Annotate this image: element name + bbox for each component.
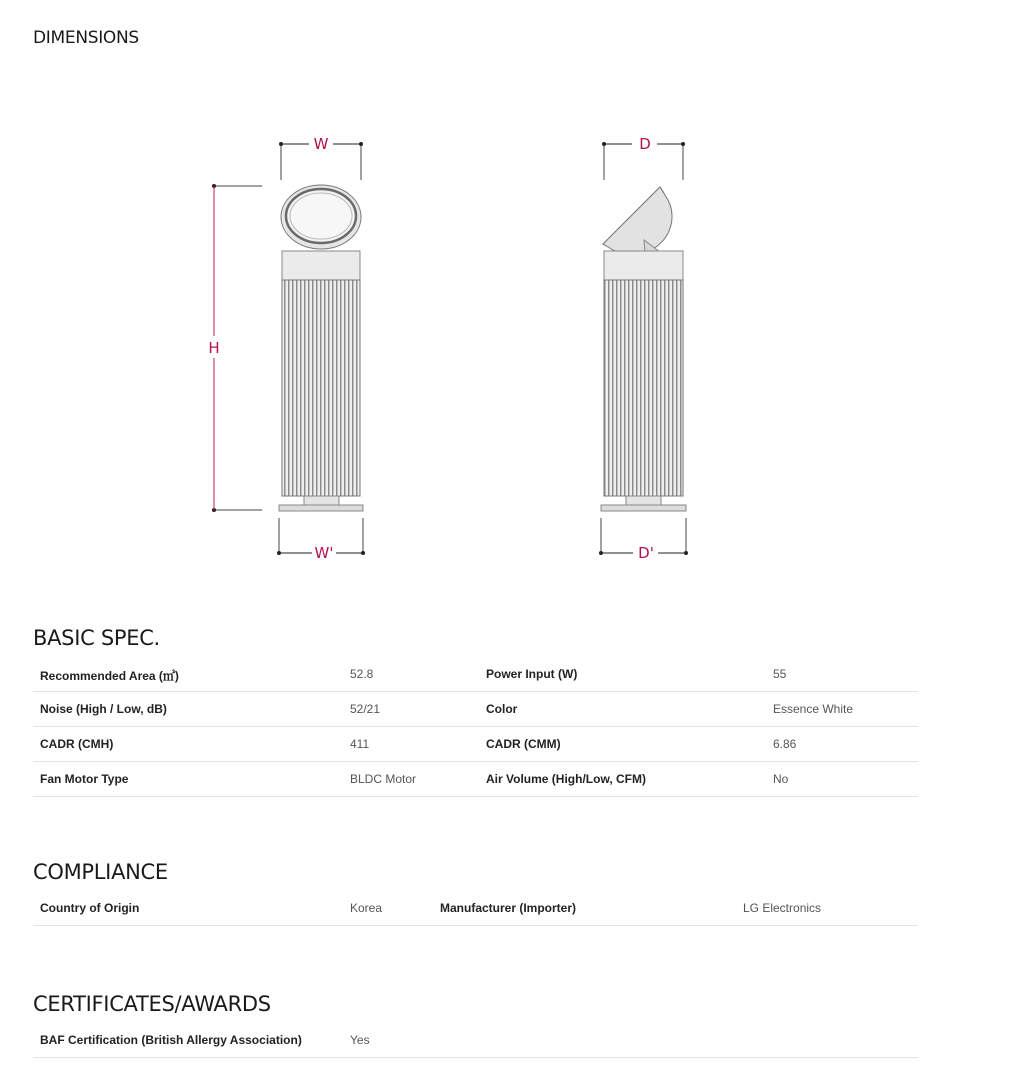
spec-label: Recommended Area (㎡) bbox=[40, 669, 179, 683]
dimensions-title: DIMENSIONS bbox=[33, 28, 139, 48]
table-row bbox=[33, 692, 918, 727]
dimension-h-label: H bbox=[208, 339, 220, 357]
spec-label: BAF Certification (British Allergy Association) bbox=[40, 1033, 302, 1047]
basic-spec-table bbox=[33, 657, 918, 797]
spec-label: Fan Motor Type bbox=[40, 772, 129, 786]
spec-value: Korea bbox=[350, 901, 383, 915]
table-row bbox=[33, 762, 918, 797]
compliance-title: COMPLIANCE bbox=[33, 860, 168, 884]
dimension-w-prime-label: W' bbox=[314, 544, 334, 562]
spec-label: Country of Origin bbox=[40, 901, 140, 915]
dimension-w-label: W bbox=[313, 135, 329, 153]
spec-value: No bbox=[773, 772, 789, 786]
spec-value: 52/21 bbox=[350, 702, 381, 716]
dimension-d-prime-label: D' bbox=[638, 544, 654, 562]
spec-label: Air Volume (High/Low, CFM) bbox=[486, 772, 646, 786]
front-view bbox=[208, 135, 365, 562]
side-view bbox=[599, 135, 688, 562]
spec-value: Yes bbox=[350, 1033, 370, 1047]
spec-value: 411 bbox=[350, 737, 370, 751]
certificates-table bbox=[33, 1023, 918, 1058]
spec-label: CADR (CMH) bbox=[40, 737, 114, 751]
spec-label: Color bbox=[486, 702, 518, 716]
certificates-title: CERTIFICATES/AWARDS bbox=[33, 992, 271, 1016]
basic-spec-title: BASIC SPEC. bbox=[33, 626, 160, 650]
spec-value: LG Electronics bbox=[743, 901, 822, 915]
spec-label: Noise (High / Low, dB) bbox=[40, 702, 167, 716]
dimension-d-label: D bbox=[639, 135, 651, 153]
spec-value: 6.86 bbox=[773, 737, 797, 751]
compliance-table bbox=[33, 891, 918, 926]
spec-value: BLDC Motor bbox=[350, 772, 417, 786]
spec-label: Power Input (W) bbox=[486, 667, 578, 681]
table-row bbox=[33, 1023, 918, 1058]
spec-label: Manufacturer (Importer) bbox=[440, 901, 577, 915]
table-row bbox=[33, 727, 918, 762]
spec-value: 55 bbox=[773, 667, 787, 681]
table-row bbox=[33, 891, 918, 926]
spec-value: 52.8 bbox=[350, 667, 374, 681]
spec-label: CADR (CMM) bbox=[486, 737, 561, 751]
table-row bbox=[33, 657, 918, 692]
spec-value: Essence White bbox=[773, 702, 854, 716]
